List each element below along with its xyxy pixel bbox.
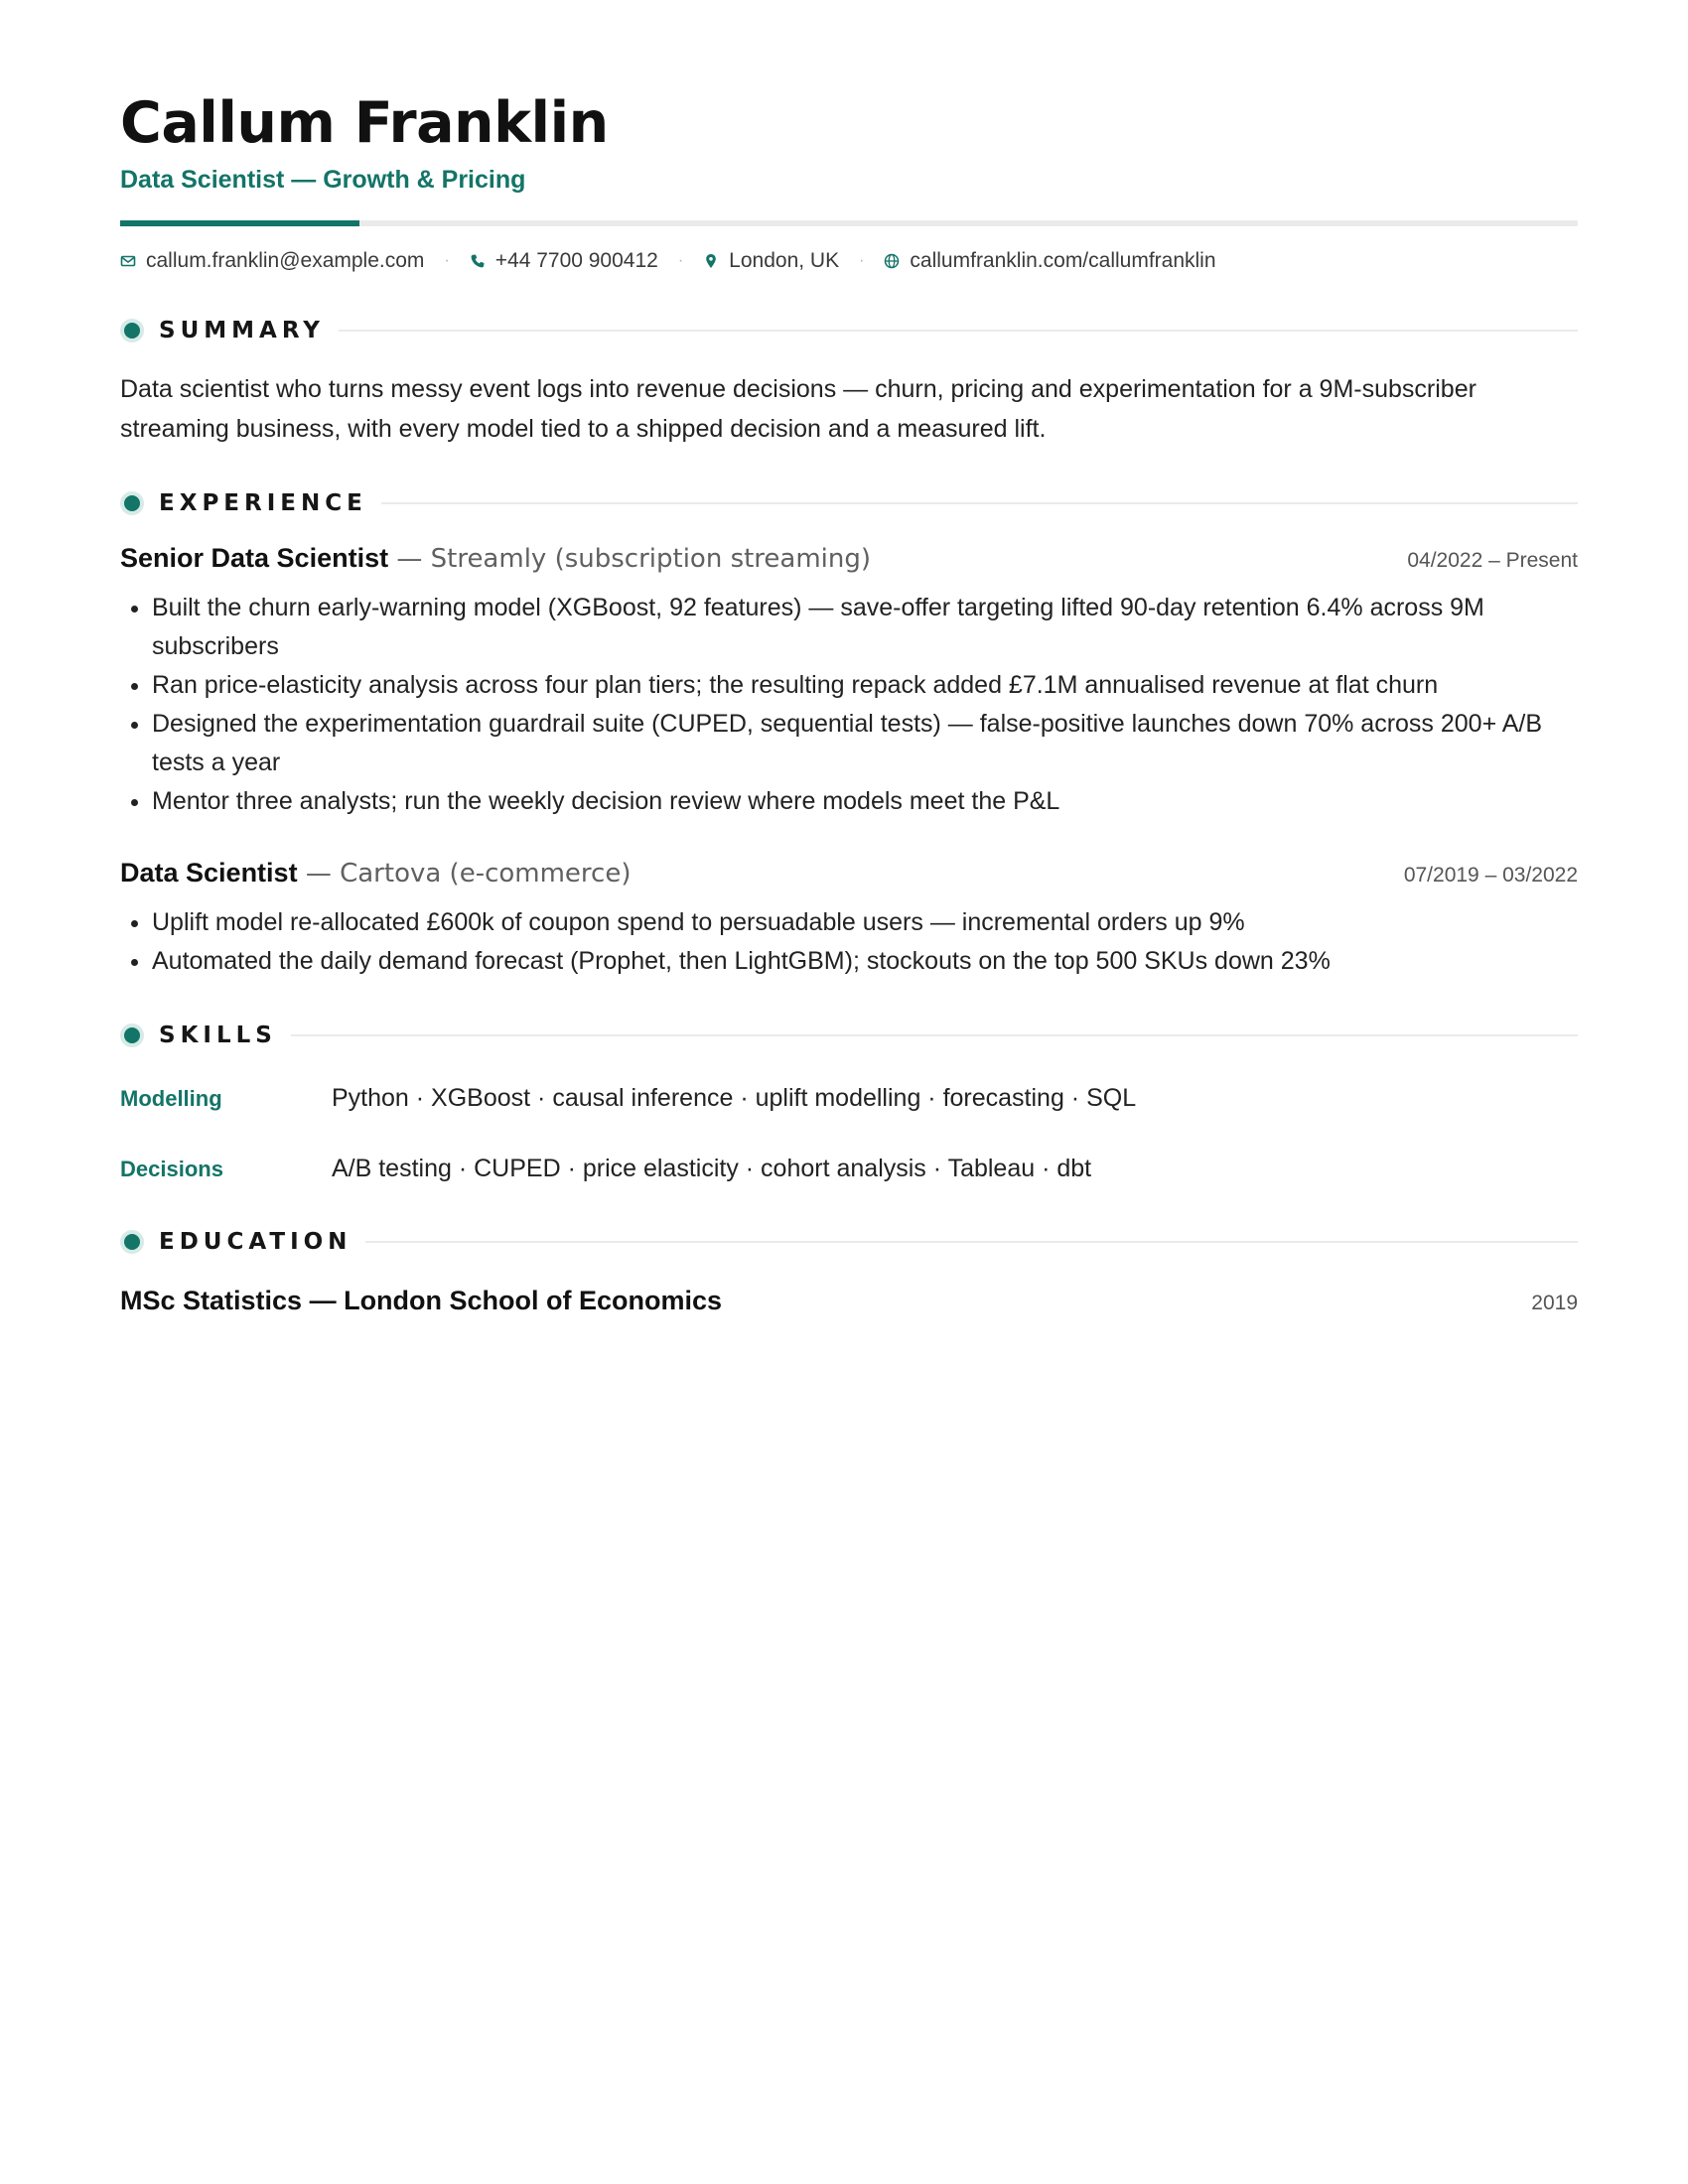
experience-entry: [120, 855, 1578, 981]
skills-section-header: [120, 1021, 1578, 1050]
contact-bar: [120, 246, 1578, 276]
mail-icon: [120, 253, 136, 269]
skill-row: [120, 1151, 1578, 1187]
contact-location: [703, 246, 839, 276]
education-degree: MSc Statistics — London School of Economics: [120, 1286, 723, 1315]
job-company: — Cartova (e-commerce): [297, 859, 632, 888]
candidate-role: Data Scientist — Growth & Pricing: [120, 166, 526, 194]
job-dates: 07/2019 – 03/2022: [1403, 864, 1578, 887]
experience-entry-header: [120, 855, 1578, 895]
job-dates: 04/2022 – Present: [1407, 549, 1578, 572]
section-divider: [365, 1241, 1578, 1243]
section-bullet-icon: [124, 1234, 140, 1250]
summary-text: Data scientist who turns messy event logs into revenue decisions — churn, pricing and experimentation for a 9M-subscriber streaming business, with every model tied to a shipped decision and a measured lift.: [120, 375, 1477, 443]
skill-category: Decisions: [120, 1157, 223, 1181]
summary-section-title: SUMMARY: [159, 318, 325, 343]
job-company: — Streamly (subscription streaming): [388, 544, 872, 574]
candidate-name: Callum Franklin: [120, 90, 609, 156]
skill-row: [120, 1080, 1578, 1117]
skills-section-title: SKILLS: [159, 1023, 277, 1048]
job-title: Data Scientist: [120, 858, 298, 887]
achievement-item: • Automated the daily demand forecast (Prophet, then LightGBM); stockouts on the top 500 SKUs down 23%: [152, 942, 1578, 981]
contact-location-text: London, UK: [729, 249, 840, 272]
section-divider: [291, 1034, 1578, 1036]
contact-website-text: callumfranklin.com/callumfranklin: [910, 249, 1216, 272]
skills-list: [120, 1080, 1578, 1187]
experience-entry: [120, 540, 1578, 821]
achievement-item: • Uplift model re-allocated £600k of coupon spend to persuadable users — incremental orders up 9%: [152, 903, 1578, 942]
contact-email-text: callum.franklin@example.com: [146, 249, 425, 272]
experience-role-line: [120, 855, 631, 895]
experience-entry-header: [120, 540, 1578, 581]
section-bullet-icon: [124, 495, 140, 511]
header-rule-accent: [120, 220, 359, 226]
contact-phone-text: +44 7700 900412: [494, 249, 658, 272]
experience-section-title: EXPERIENCE: [159, 490, 367, 516]
section-bullet-icon: [124, 1027, 140, 1043]
achievement-item: • Built the churn early-warning model (XGBoost, 92 features) — save-offer targeting lifted 90-day retention 6.4% across 9M subscribers: [152, 589, 1578, 666]
experience-role-line: [120, 540, 871, 581]
skill-category: Modelling: [120, 1086, 222, 1111]
education-entry: [120, 1283, 1578, 1321]
contact-separator: ·: [859, 252, 865, 269]
section-bullet-icon: [124, 323, 140, 339]
contact-phone[interactable]: [470, 246, 658, 276]
achievement-item: • Ran price-elasticity analysis across four plan tiers; the resulting repack added £7.1M annualised revenue at flat churn: [152, 666, 1578, 705]
job-title: Senior Data Scientist: [120, 543, 389, 573]
contact-website[interactable]: [884, 246, 1215, 276]
globe-icon: [884, 253, 900, 269]
job-achievements: [120, 589, 1578, 821]
experience-section-header: [120, 488, 1578, 518]
achievement-item: • Designed the experimentation guardrail suite (CUPED, sequential tests) — false-positive launches down 70% across 200+ A/B tests a year: [152, 705, 1578, 782]
contact-separator: ·: [444, 252, 450, 269]
contact-email[interactable]: [120, 246, 424, 276]
skill-values: Python · XGBoost · causal inference · uplift modelling · forecasting · SQL: [332, 1084, 1137, 1112]
job-achievements: [120, 903, 1578, 981]
achievement-item: • Mentor three analysts; run the weekly decision review where models meet the P&L: [152, 782, 1578, 821]
education-section-header: [120, 1227, 1578, 1257]
section-divider: [381, 502, 1578, 504]
summary-section-header: [120, 316, 1578, 345]
education-year: 2019: [1531, 1292, 1578, 1314]
resume-page: [120, 87, 1578, 1321]
map-pin-icon: [703, 253, 719, 269]
header-rule: [120, 220, 1578, 226]
skill-values: A/B testing · CUPED · price elasticity · cohort analysis · Tableau · dbt: [332, 1155, 1092, 1182]
phone-icon: [470, 253, 486, 269]
education-section-title: EDUCATION: [159, 1229, 352, 1255]
section-divider: [339, 330, 1578, 332]
contact-separator: ·: [677, 252, 684, 269]
